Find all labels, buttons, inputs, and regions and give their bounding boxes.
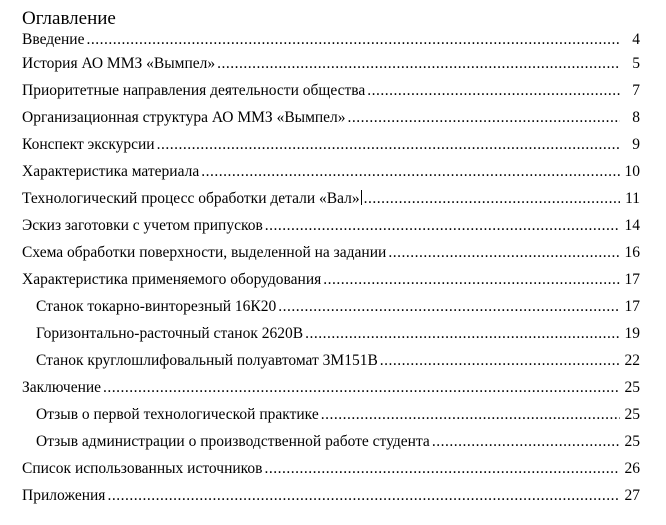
toc-entry-title: Отзыв о первой технологической практике (36, 406, 319, 423)
toc-entry-page: 17 (624, 298, 640, 315)
toc-entry-title: Горизонтально-расточный станок 2620В (36, 325, 304, 342)
toc-subentry[interactable] (22, 428, 640, 455)
toc-leader-dots (348, 104, 620, 131)
toc-entry-title: Схема обработки поверхности, выделенной на задании (22, 244, 387, 261)
toc-entry-page: 16 (624, 244, 640, 261)
toc-leader-dots (86, 30, 620, 50)
toc-entry-title: Организационная структура АО ММЗ «Вымпел» (22, 109, 346, 126)
table-of-contents (22, 8, 640, 509)
toc-entry-title: Введение (22, 31, 85, 48)
toc-entry[interactable] (22, 104, 640, 131)
toc-heading: Оглавление (22, 8, 116, 29)
toc-entry-page: 22 (624, 352, 640, 369)
toc-entry[interactable] (22, 482, 640, 509)
toc-leader-dots (217, 50, 620, 77)
toc-entry-title: Приложения (22, 487, 106, 504)
toc-entry-page: 11 (625, 190, 640, 207)
toc-entry-page: 25 (624, 379, 640, 396)
toc-entry-page: 8 (632, 109, 640, 126)
toc-entry-page: 4 (632, 31, 640, 48)
toc-leader-dots (305, 320, 620, 347)
text-cursor (361, 190, 362, 205)
toc-leader-dots (278, 293, 620, 320)
toc-subentry[interactable] (22, 401, 640, 428)
toc-entry-title: Станок токарно-винторезный 16К20 (36, 298, 277, 315)
toc-leader-dots (367, 77, 620, 104)
toc-leader-dots (265, 212, 620, 239)
toc-leader-dots (103, 374, 620, 401)
toc-entry[interactable] (22, 77, 640, 104)
toc-leader-dots (323, 266, 620, 293)
toc-entry-page: 25 (624, 406, 640, 423)
toc-leader-dots (388, 239, 620, 266)
toc-entry[interactable] (22, 374, 640, 401)
toc-entry-title-text: Технологический процесс обработки детали «Вал» (22, 190, 360, 207)
toc-entry[interactable] (22, 212, 640, 239)
toc-entry-page: 19 (624, 325, 640, 342)
toc-entry-title: Приоритетные направления деятельности общества (22, 82, 366, 99)
toc-entry-page: 17 (624, 271, 640, 288)
toc-entry-title: Отзыв администрации о производственной работе студента (36, 433, 430, 450)
toc-leader-dots (321, 401, 620, 428)
toc-entry-page: 7 (632, 82, 640, 99)
toc-leader-dots (157, 131, 620, 158)
toc-entry-page: 9 (632, 136, 640, 153)
toc-leader-dots (380, 347, 620, 374)
toc-entry[interactable] (22, 131, 640, 158)
toc-subentry[interactable] (22, 347, 640, 374)
toc-entry[interactable] (22, 185, 640, 212)
toc-entry[interactable] (22, 50, 640, 77)
toc-entry-page: 14 (624, 217, 640, 234)
toc-entry[interactable] (22, 266, 640, 293)
toc-entry-title: Конспект экскурсии (22, 136, 155, 153)
toc-entry-title: Характеристика применяемого оборудования (22, 271, 322, 288)
toc-entry-title: Станок круглошлифовальный полуавтомат 3М151В (36, 352, 378, 369)
toc-entry-page: 10 (624, 163, 640, 180)
toc-entry-page: 26 (624, 460, 640, 477)
toc-leader-dots (201, 158, 620, 185)
toc-entry-title: Список использованных источников (22, 460, 263, 477)
toc-entry-page: 25 (624, 433, 640, 450)
toc-entry[interactable] (22, 158, 640, 185)
toc-leader-dots (432, 428, 620, 455)
toc-leader-dots (264, 455, 620, 482)
toc-entry-title (22, 185, 362, 212)
toc-entry[interactable] (22, 30, 640, 50)
toc-leader-dots (107, 482, 620, 509)
toc-entry-title: История АО ММЗ «Вымпел» (22, 55, 216, 72)
toc-entry[interactable] (22, 455, 640, 482)
toc-subentry[interactable] (22, 320, 640, 347)
toc-entry[interactable] (22, 239, 640, 266)
toc-leader-dots (364, 185, 620, 212)
toc-entry-page: 27 (624, 487, 640, 504)
toc-entry-title: Характеристика материала (22, 163, 200, 180)
toc-entry-title: Эскиз заготовки с учетом припусков (22, 217, 263, 234)
toc-subentry[interactable] (22, 293, 640, 320)
toc-entry-page: 5 (632, 55, 640, 72)
toc-entry-title: Заключение (22, 379, 102, 396)
toc-list (22, 30, 640, 509)
